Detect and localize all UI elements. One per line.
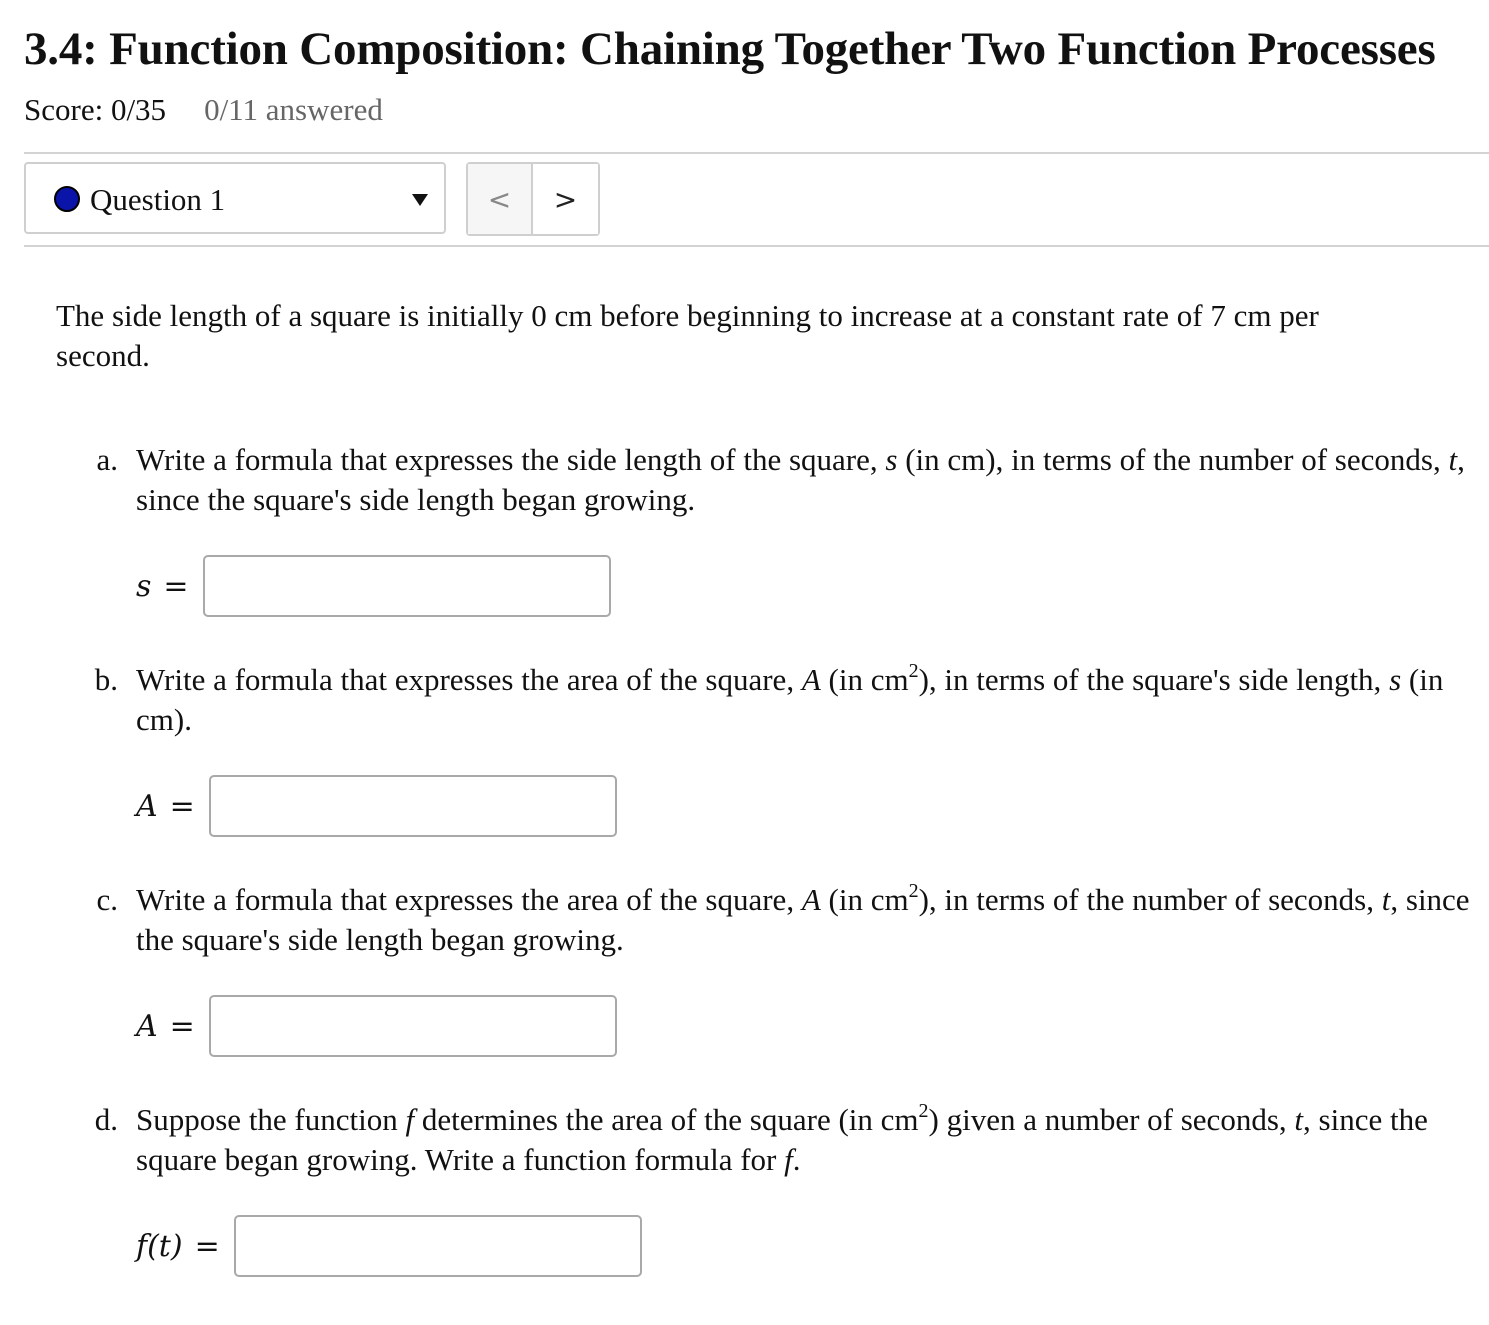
part-text: Suppose the function f determines the area of the square (in $cm^2$) given a number of seconds, t, since the square began growing. Write a function formula for f. <box>136 1099 1428 1177</box>
answer-row-d <box>136 1215 642 1277</box>
answer-lhs: A <box>136 788 158 824</box>
part-text: Write a formula that expresses the area of the square, A (in $cm^2$), in terms of the square's side length, s (in cm). <box>136 659 1444 737</box>
chevron-right-icon: > <box>553 182 578 216</box>
score-line <box>24 92 383 128</box>
answer-lhs: f(t) <box>136 1228 183 1264</box>
part-text: Write a formula that expresses the area of the square, A (in $cm^2$), in terms of the number of seconds, t, since the square's side length began growing. <box>136 879 1470 957</box>
question-intro: The side length of a square is initially 0 cm before beginning to increase at a constant rate of 7 cm per second. <box>56 298 1319 373</box>
equals-sign: = <box>169 788 195 824</box>
page-title: 3.4: Function Composition: Chaining Together Two Function Processes <box>24 23 1436 75</box>
equals-sign: = <box>169 1008 195 1044</box>
answer-input-a[interactable] <box>203 555 611 617</box>
answer-input-b[interactable] <box>209 775 617 837</box>
question-selector[interactable] <box>24 162 446 234</box>
question-nav-group <box>466 162 600 236</box>
chevron-left-icon: < <box>487 182 512 216</box>
answer-lhs: A <box>136 1008 158 1044</box>
previous-question-button[interactable] <box>468 164 533 234</box>
answer-input-d[interactable] <box>234 1215 642 1277</box>
equals-sign: = <box>163 568 189 604</box>
bottom-divider <box>24 245 1489 247</box>
answered-count: 0/11 answered <box>204 92 383 127</box>
score-text: Score: 0/35 <box>24 92 167 127</box>
part-letter: a. <box>96 442 118 477</box>
question-status-dot-icon <box>54 186 80 212</box>
answer-row-a <box>136 555 611 617</box>
part-letter: c. <box>96 882 118 917</box>
top-divider <box>24 152 1489 154</box>
question-selector-label: Question 1 <box>90 182 226 217</box>
equals-sign: = <box>194 1228 220 1264</box>
next-question-button[interactable] <box>533 164 598 234</box>
part-letter: b. <box>94 662 118 697</box>
answer-lhs: s <box>136 568 152 604</box>
part-letter: d. <box>94 1102 118 1137</box>
part-text: Write a formula that expresses the side length of the square, s (in cm), in terms of the number of seconds, t, since the square's side length began growing. <box>136 442 1465 517</box>
answer-row-c <box>136 995 617 1057</box>
answer-row-b <box>136 775 617 837</box>
answer-input-c[interactable] <box>209 995 617 1057</box>
caret-down-icon <box>412 194 428 206</box>
